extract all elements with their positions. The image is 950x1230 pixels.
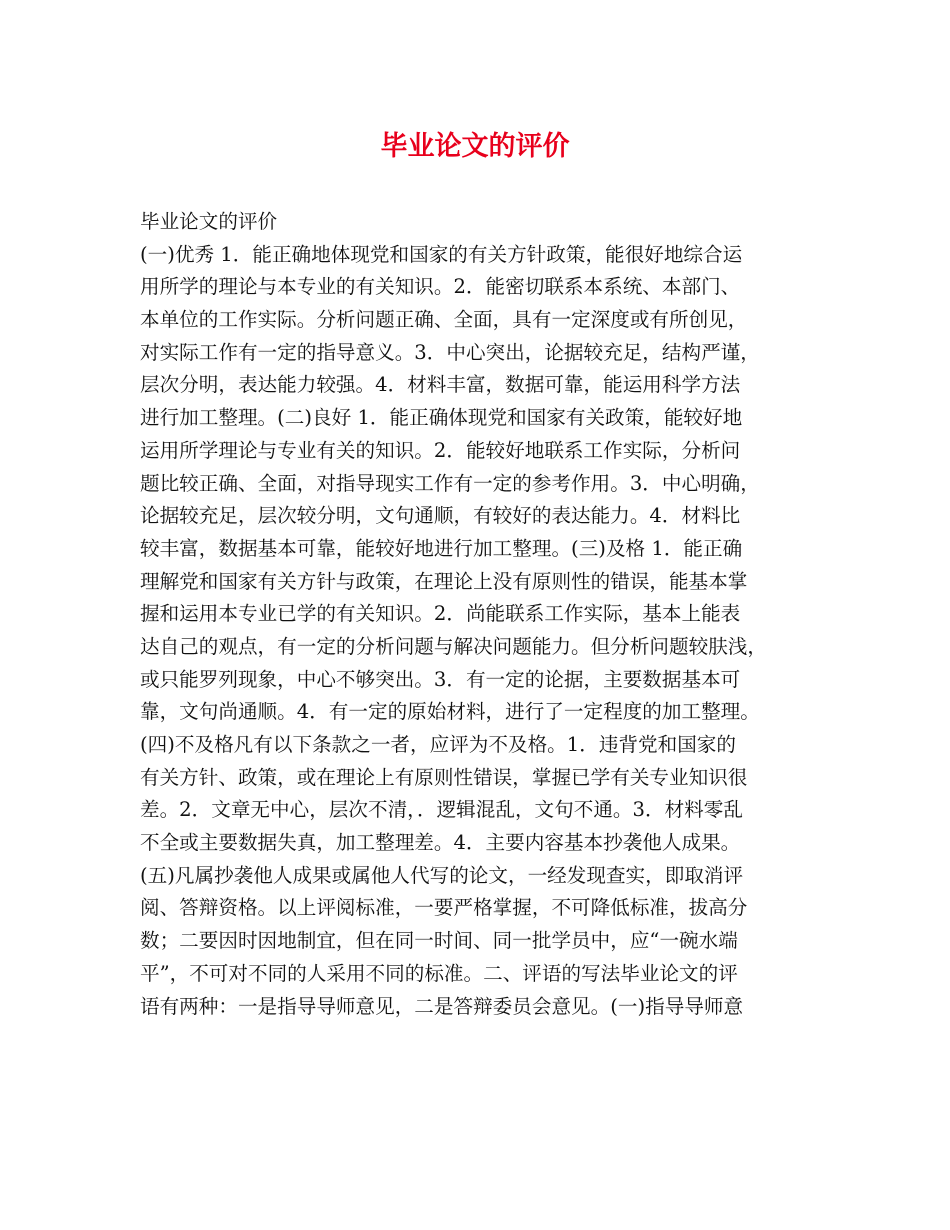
body-line: (一)优秀 1．能正确地体现党和国家的有关方针政策，能很好地综合运: [140, 242, 743, 266]
body-line: 对实际工作有一定的指导意义。3．中心突出，论据较充足，结构严谨，: [140, 340, 760, 364]
document-title: 毕业论文的评价: [380, 131, 570, 162]
document-body: [140, 206, 830, 1023]
body-line: 本单位的工作实际。分析问题正确、全面，具有一定深度或有所创见，: [140, 308, 748, 332]
body-line: 用所学的理论与本专业的有关知识。2．能密切联系本系统、本部门、: [140, 275, 741, 299]
body-line: 毕业论文的评价: [140, 210, 278, 233]
body-line: 靠，文句尚通顺。4．有一定的原始材料，进行了一定程度的加工整理。: [140, 700, 760, 724]
body-line: (四)不及格凡有以下条款之一者，应评为不及格。1．违背党和国家的: [140, 733, 736, 756]
body-line: 语有两种：一是指导导师意见，二是答辩委员会意见。(一)指导导师意: [140, 994, 744, 1018]
body-line: 层次分明，表达能力较强。4．材料丰富，数据可靠，能运用科学方法: [140, 373, 741, 397]
body-line: 论据较充足，层次较分明，文句通顺，有较好的表达能力。4．材料比: [140, 504, 741, 528]
body-line: 差。2．文章无中心，层次不清，．逻辑混乱，文句不通。3．材料零乱: [140, 798, 743, 822]
body-line: 进行加工整理。(二)良好 1．能正确体现党和国家有关政策，能较好地: [140, 406, 743, 430]
body-line: 较丰富，数据基本可靠，能较好地进行加工整理。(三)及格 1．能正确: [140, 536, 743, 560]
body-line: 不全或主要数据失真，加工整理差。4．主要内容基本抄袭他人成果。: [140, 831, 741, 855]
body-line: 题比较正确、全面，对指导现实工作有一定的参考作用。3．中心明确，: [140, 471, 760, 495]
body-line: 有关方针、政策，或在理论上有原则性错误，掌握已学有关专业知识很: [140, 765, 748, 789]
body-line: 理解党和国家有关方针与政策，在理论上没有原则性的错误，能基本掌: [140, 569, 748, 593]
body-line: 达自己的观点，有一定的分析问题与解决问题能力。但分析问题较肤浅，: [140, 634, 767, 658]
body-line: 数；二要因时因地制宜，但在同一时间、同一批学员中，应“一碗水端: [140, 929, 738, 953]
body-line: 阅、答辩资格。以上评阅标准，一要严格掌握，不可降低标准，拔高分: [140, 896, 748, 920]
body-line: 平”，不可对不同的人采用不同的标准。二、评语的写法毕业论文的评: [140, 961, 738, 985]
body-line: 或只能罗列现象，中心不够突出。3．有一定的论据，主要数据基本可: [140, 667, 741, 691]
body-line: 握和运用本专业已学的有关知识。2．尚能联系工作实际，基本上能表: [140, 602, 741, 626]
body-line: 运用所学理论与专业有关的知识。2．能较好地联系工作实际，分析问: [140, 438, 741, 462]
body-line: (五)凡属抄袭他人成果或属他人代写的论文，一经发现查实，即取消评: [140, 863, 744, 887]
